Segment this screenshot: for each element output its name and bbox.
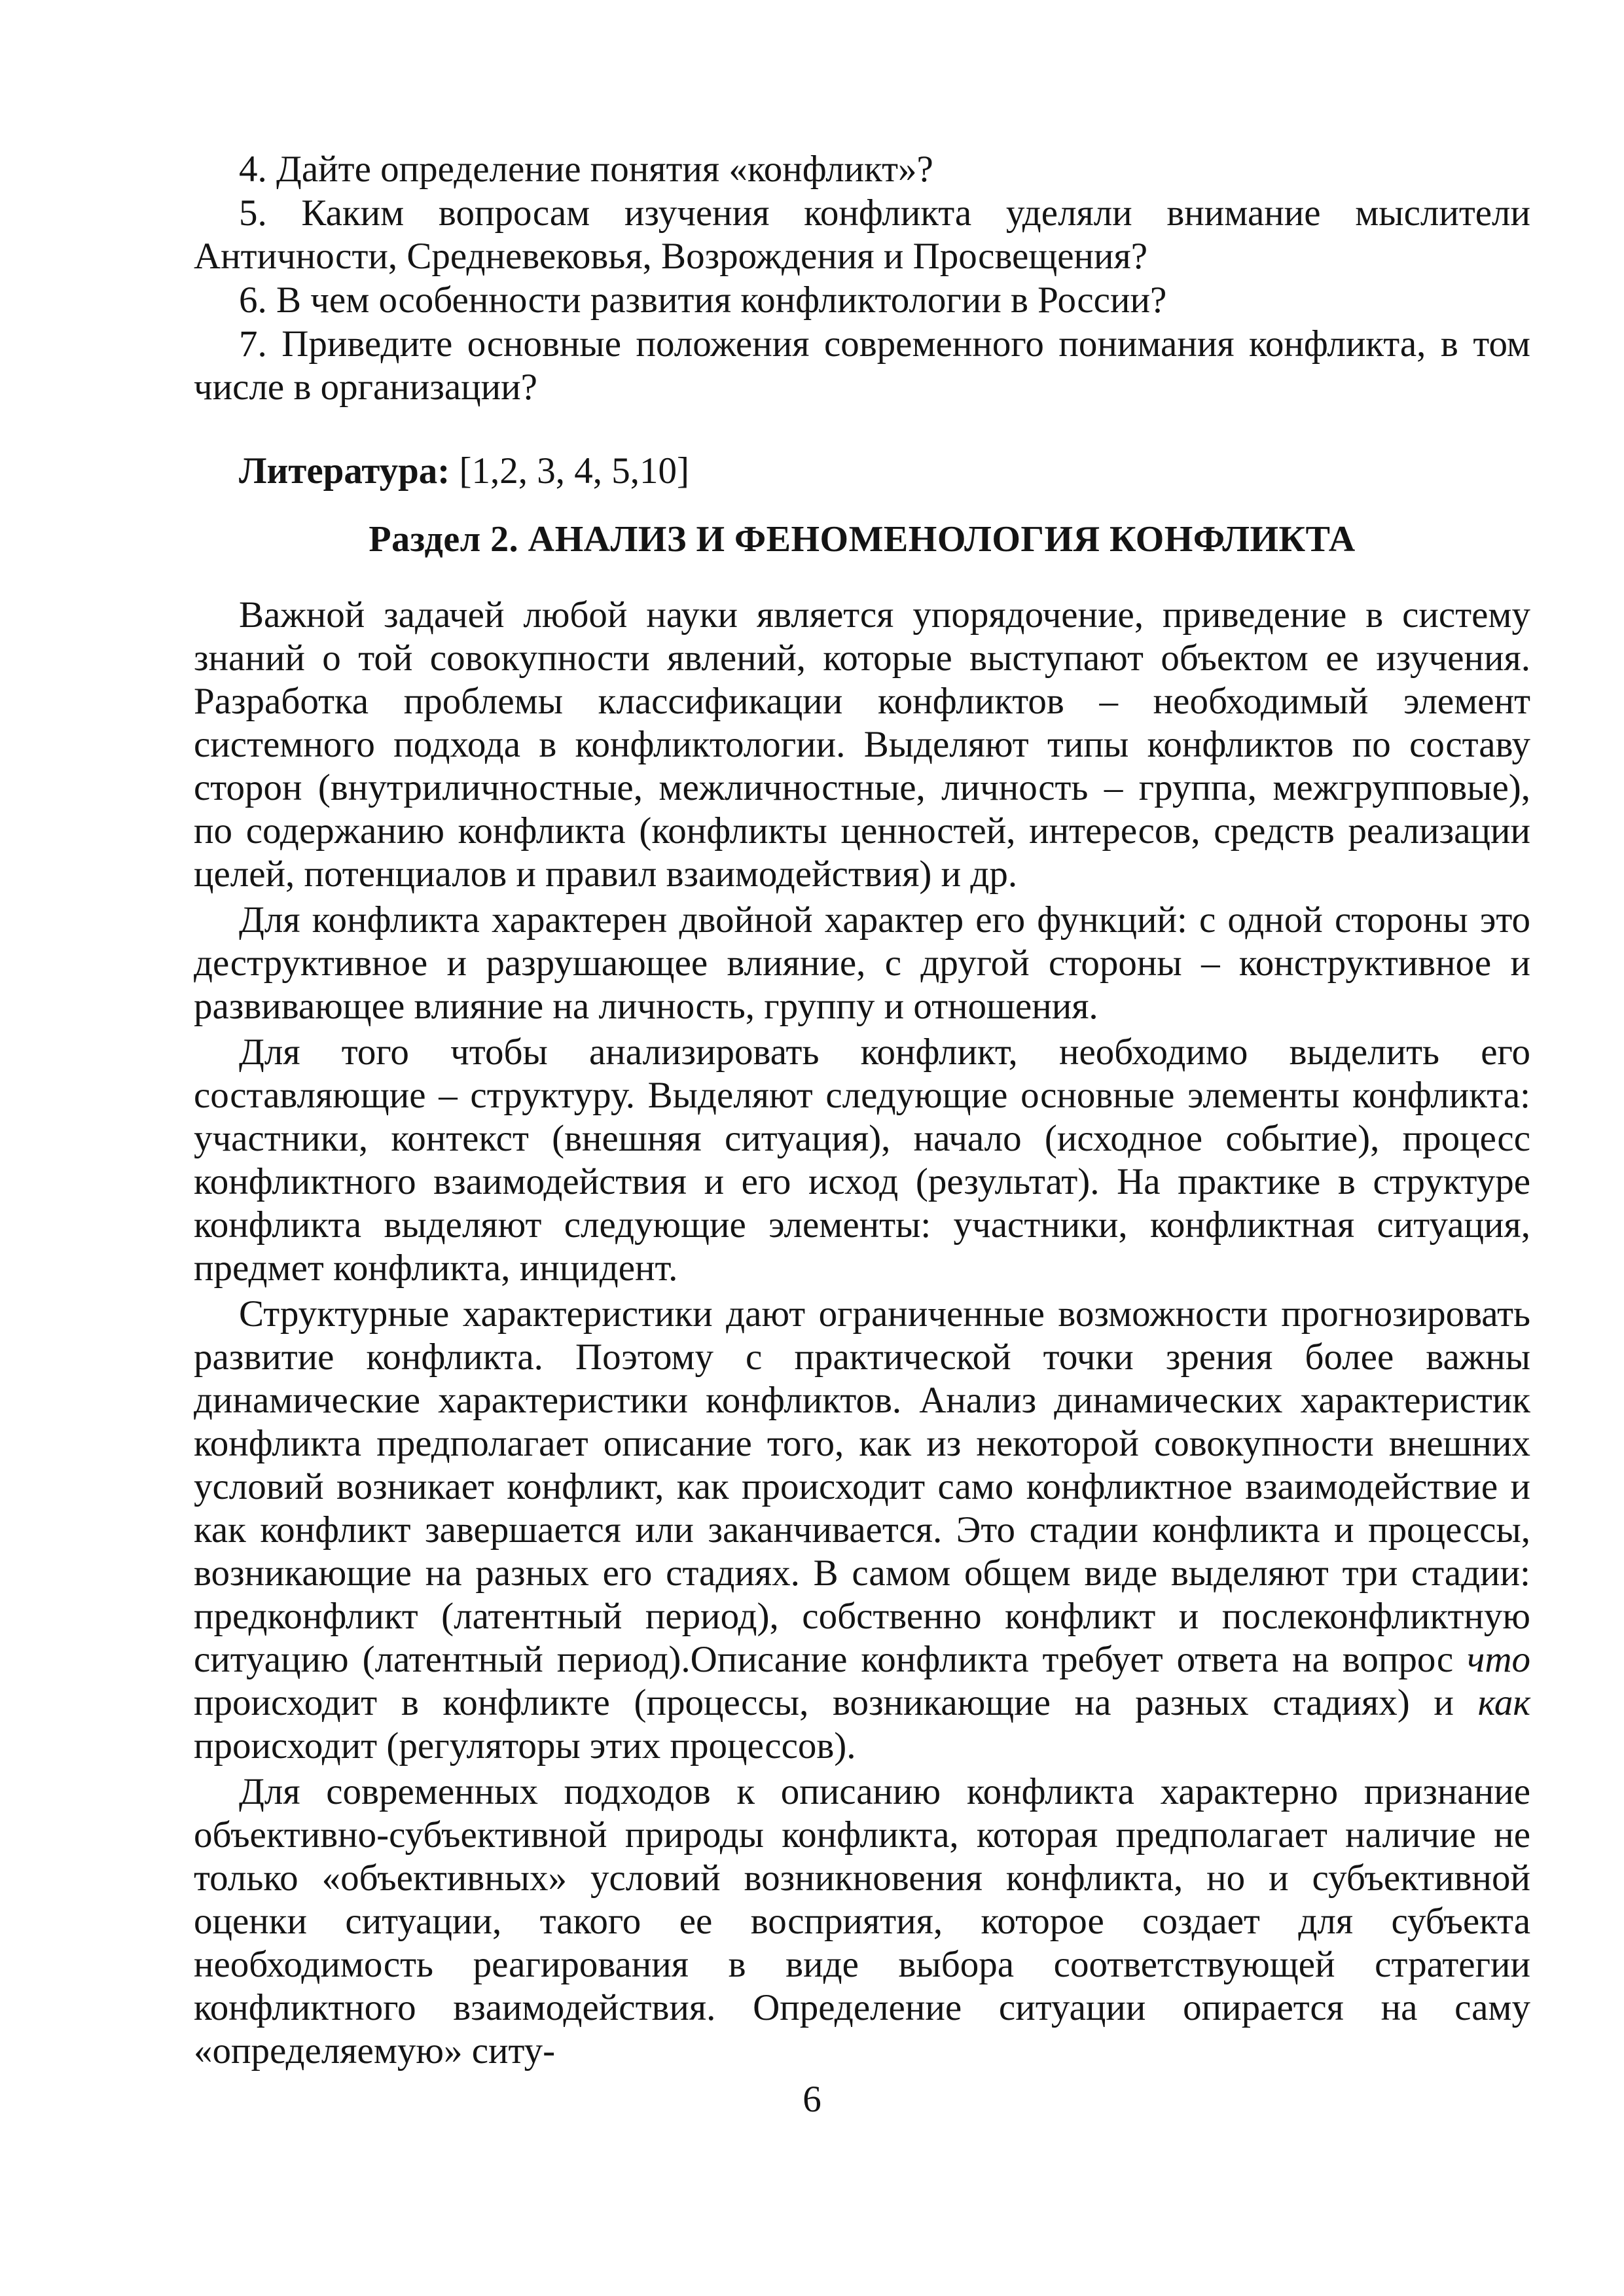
section-title: Раздел 2. АНАЛИЗ И ФЕНОМЕНОЛОГИЯ КОНФЛИКТА bbox=[369, 519, 1356, 560]
page-content bbox=[194, 148, 1530, 2075]
dynamics-emphasis-how: как bbox=[1477, 1682, 1530, 1723]
page-number: 6 bbox=[803, 2079, 821, 2120]
question-5: 5. Каким вопросам изучения конфликта уделяли внимание мыслители Античности, Средневековья, Возрождения и Просвещения? bbox=[194, 192, 1530, 277]
dynamics-text-2: происходит в конфликте (процессы, возникающие на разных стадиях) и bbox=[194, 1682, 1478, 1723]
dynamics-text-1: Структурные характеристики дают ограниченные возможности прогнозировать развитие конфликта. Поэтому с практической точки зрения более важны динамические характеристики конфликтов. Анализ динамических характеристик конфликта предполагает описание того, как из некоторой совокупности внешних условий возникает конфликт, как происходит само конфликтное взаимодействие и как конфликт завершается или заканчивается. Это стадии конфликта и процессы, возникающие на разных его стадиях. В самом общем виде выделяют три стадии: предконфликт (латентный период), собственно конфликт и послеконфликтную ситуацию (латентный период).Описание конфликта требует ответа на вопрос bbox=[194, 1293, 1530, 1680]
dynamics-text-3: происходит (регуляторы этих процессов). bbox=[194, 1725, 856, 1767]
literature-refs: [1,2, 3, 4, 5,10] bbox=[450, 450, 689, 492]
paragraph-classification: Важной задачей любой науки является упорядочение, приведение в систему знаний о той совокупности явлений, которые выступают объектом ее изучения. Разработка проблемы классификации конфликтов – необходимый элемент системного подхода в конфликтологии. Выделяют типы конфликтов по составу сторон (внутриличностные, межличностные, личность – группа, межгрупповые), по содержанию конфликта (конфликты ценностей, интересов, средств реализации целей, потенциалов и правил взаимодействия) и др. bbox=[194, 594, 1530, 895]
question-7: 7. Приведите основные положения современного понимания конфликта, в том числе в организации? bbox=[194, 323, 1530, 408]
paragraph-dynamics bbox=[194, 1293, 1530, 1768]
paragraph-functions: Для конфликта характерен двойной характер его функций: с одной стороны это деструктивное и разрушающее влияние, с другой стороны – конструктивное и развивающее влияние на личность, группу и отношения. bbox=[194, 899, 1530, 1027]
paragraph-structure: Для того чтобы анализировать конфликт, необходимо выделить его составляющие – структуру. Выделяют следующие основные элементы конфликта: участники, контекст (внешняя ситуация), начало (исходное событие), процесс конфликтного взаимодействия и его исход (результат). На практике в структуре конфликта выделяют следующие элементы: участники, конфликтная ситуация, предмет конфликта, инцидент. bbox=[194, 1031, 1530, 1289]
section-body bbox=[194, 594, 1530, 2073]
paragraph-modern-approaches: Для современных подходов к описанию конфликта характерно признание объективно-субъективной природы конфликта, которая предполагает наличие не только «объективных» условий возникновения конфликта, но и субъективной оценки ситуации, такого ее восприятия, которое создает для субъекта необходимость реагирования в виде выбора соответствующей стратегии конфликтного взаимодействия. Определение ситуации опирается на саму «определяемую» ситу- bbox=[194, 1771, 1530, 2072]
dynamics-emphasis-what: что bbox=[1467, 1639, 1530, 1680]
literature-label: Литература: bbox=[239, 450, 450, 492]
question-4: 4. Дайте определение понятия «конфликт»? bbox=[239, 149, 933, 190]
literature-line bbox=[194, 450, 1530, 493]
question-6: 6. В чем особенности развития конфликтологии в России? bbox=[239, 279, 1167, 321]
